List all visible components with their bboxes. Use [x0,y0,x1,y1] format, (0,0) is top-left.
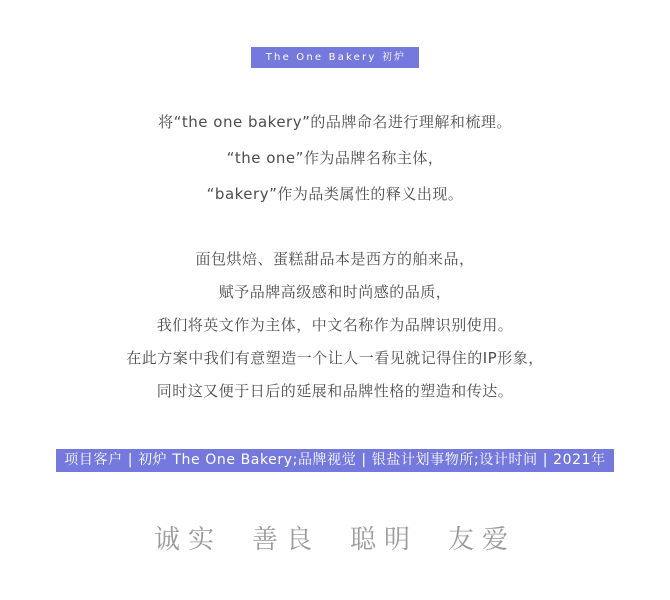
intro-line-3: “bakery”作为品类属性的释义出现。 [206,185,464,203]
keyword-friendly: 友爱 [448,525,517,555]
concept-line-2: 赋予品牌高级感和时尚感的品质， [218,283,452,301]
brand-concept-paragraph [0,243,670,408]
concept-line-3: 我们将英文作为主体，中文名称作为品牌识别使用。 [156,316,514,334]
intro-line-2: “the one”作为品牌名称主体， [226,149,444,167]
keyword-kind: 善良 [251,525,320,555]
brand-keywords [0,519,670,556]
project-info-banner: 项目客户 | 初炉 The One Bakery;品牌视觉 | 银盐计划事物所;设计时间 | 2021年 [56,449,613,472]
intro-line-1: 将“the one bakery”的品牌命名进行理解和梳理。 [158,113,512,131]
naming-intro-paragraph [0,104,670,212]
project-info-banner-wrap [0,449,670,472]
keyword-honest: 诚实 [153,525,222,555]
keyword-smart: 聪明 [350,525,419,555]
concept-line-1: 面包烘焙、蛋糕甜品本是西方的舶来品， [195,250,475,268]
concept-line-5: 同时这又便于日后的延展和品牌性格的塑造和传达。 [156,382,514,400]
concept-line-4: 在此方案中我们有意塑造一个让人一看见就记得住的IP形象， [126,349,544,367]
brand-title-badge: The One Bakery 初炉 [251,47,420,68]
